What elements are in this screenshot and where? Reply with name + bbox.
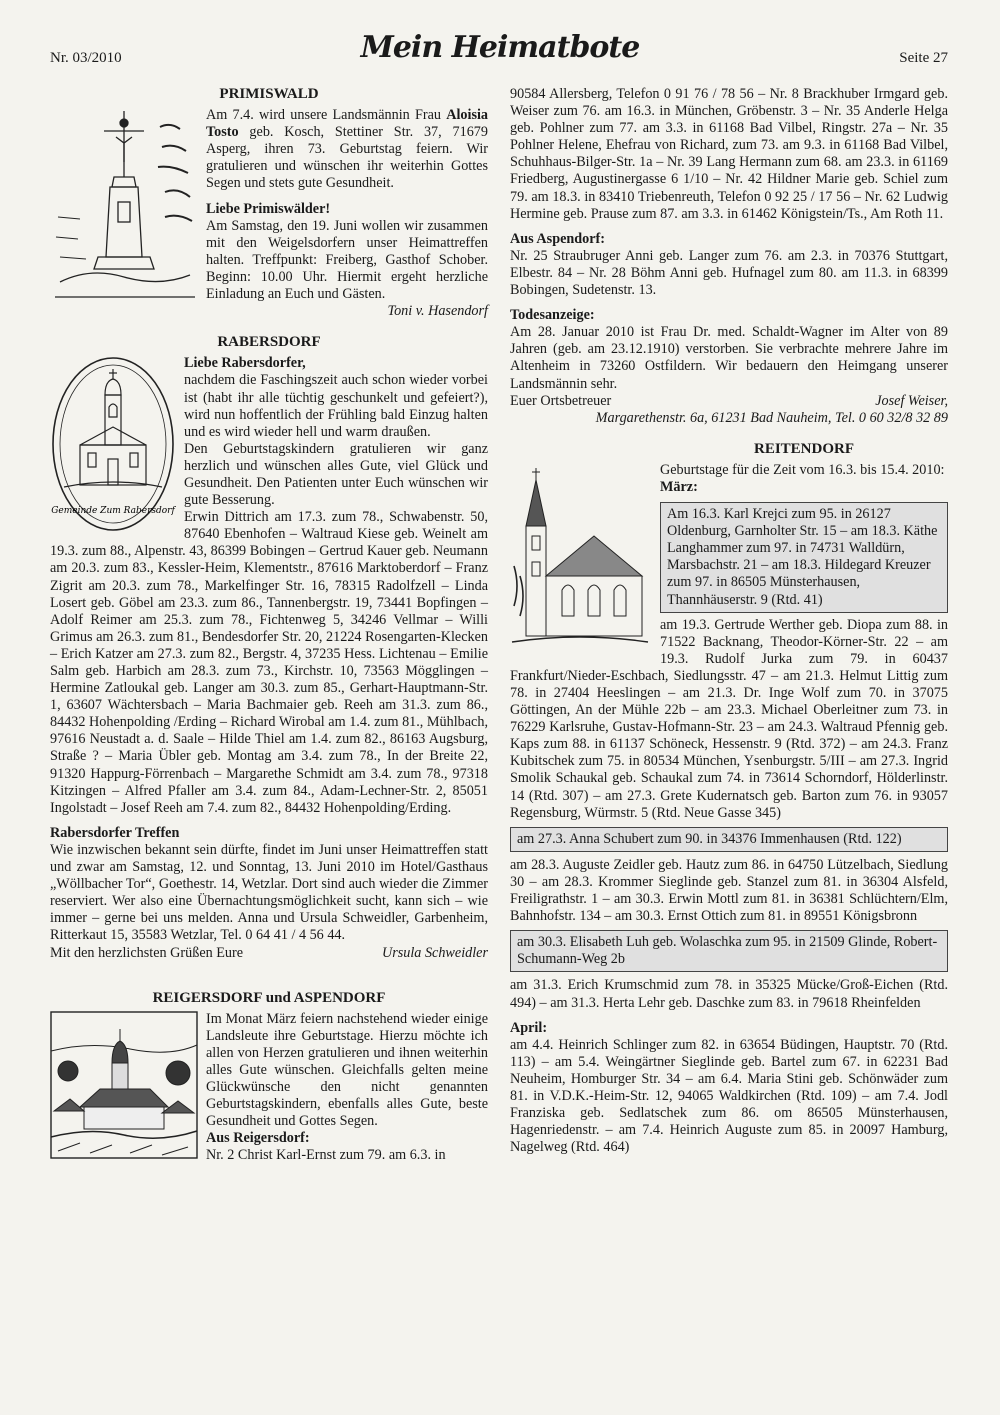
aus-aspendorf-label: Aus Aspendorf: [510, 230, 605, 247]
reigersdorf-village-illustration [50, 1011, 198, 1159]
month-april: April: [510, 1019, 548, 1036]
section-reigersdorf [50, 990, 488, 1165]
reigersdorf-intro: Im Monat März feiern nachstehend wieder einige Landsleute ihre Geburtstage. Hierzu möchte ich allen von Herzen gratulieren und ihnen weiterhin alles Gute wünschen. Gleichfalls gelten meine Glückwünsche den nicht genannten Geburtstagskindern, ebenfalls alles Gute, beste Gesundheit und Gottes Segen. [206, 1010, 488, 1130]
primiswald-paragraph-1: Am 7.4. wird unsere Landsmännin Frau Aloisia Tosto geb. Kosch, Stettiner Str. 37, 71679 Asperg, ihren 73. Geburtstag feiern. Wir gratulieren und wünschen ihr weiterhin Gottes Segen und stets gute Gesundheit. [206, 107, 488, 192]
rabersdorf-greeting: Liebe Rabersdorfer, [184, 355, 306, 372]
crucifix-illustration [50, 107, 198, 303]
rabersdorf-closing: Mit den herzlichsten Grüßen Eure Ursula Schweidler [50, 944, 488, 961]
reigersdorf-list-continued: 90584 Allersberg, Telefon 0 91 76 / 78 56 – Nr. 8 Brackhuber Irmgard geb. Weiser zum 76. am 16.3. in München, Gröbenstr. 3 – Nr. 35 Anderle Helga geb. Pohlner zum 77. am 3.3. in 61168 Bad Vilbel, Ringstr. 27a – Nr. 35 Pohlner Helene, Ehefrau von Richard, zum 73. am 9.3. in 61168 Bad Vilbel, Schuhhaus-Bilger-Str. 1a – Nr. 39 Lang Hermann zum 68. am 23.3. in 61169 Friedberg, Augustinergasse 6 1/10 – Nr. 42 Hildner Marie geb. Schiel zum 79. am 18.3. in 83410 Triebenreuth, Telefon 0 92 25 / 17 56 – Nr. 62 Ludwig Hermine geb. Prause zum 87. am 3.3. in 61462 Königstein/Ts., Am Roth 11. [510, 86, 948, 222]
reitendorf-text-4: am 4.4. Heinrich Schlinger zum 82. in 63654 Büdingen, Hauptstr. 70 (Rtd. 113) – am 5.4. Weingärtner Sieglinde geb. Bartel zum 67. in 62231 Bad Neuheim, Homburger Str. 34 – am 6.4. Maria Stini geb. Schönwäder zum 81. in V.D.K.-Heim-Str. 12, 94065 Waldkirchen (Rtd. 109) – am 7.4. Jodl Franziska geb. Sedlatschek zum 86. om 86505 Münsterhausen, Hagenriedenstr. – am 7.4. Heinrich Auguste zum 85. in 20097 Hamburg, Nagelweg (Rtd. 464) [510, 1036, 948, 1156]
section-title-reitendorf: REITENDORF [753, 440, 854, 457]
highlight-box-3: am 30.3. Elisabeth Luh geb. Wolaschka zum 95. in 21509 Glinde, Robert-Schumann-Weg 2b [510, 930, 948, 972]
rabersdorf-treffen-text: Wie inzwischen bekannt sein dürfte, findet im Juni unser Heimattreffen statt und zwar am Samstag, 12. und Sonntag, 13. Juni 2010 im Hotel/Gasthaus „Wöllbacher Tor“, Goethestr. 14, Wetzlar. Dort sind auch wieder die Zimmer reserviert. Wer also eine Übernachtungsmöglichkeit sucht, kann sich – wie immer – gerne bei uns melden. Anna und Ursula Schweidler, Garbenheim, Ritterkaut 15, 35583 Wetzlar, Tel. 0 64 41 / 4 56 44. [50, 841, 488, 944]
todesanzeige-text: Am 28. Januar 2010 ist Frau Dr. med. Schaldt-Wagner im Alter von 89 Jahren (geb. am 23.12.1910) verstorben. Sie verbrachte mehrere Jahre im Altenheim in 73260 Ostfildern. Wir bedauern den Heimgang unserer Landsmännin sehr. [510, 324, 948, 392]
ortsbetreuer-address: Margarethenstr. 6a, 61231 Bad Nauheim, Tel. 0 60 32/8 32 89 [595, 409, 948, 426]
rabersdorf-paragraph-2: Den Geburtstagskindern gratulieren wir ganz herzlich und wünschen alles Gute, viel Glück und Gesundheit. Den Patienten unter Euch wünschen wir gute Besserung. [184, 440, 488, 509]
month-maerz: März: [660, 478, 698, 495]
reigersdorf-list-start: Nr. 2 Christ Karl-Ernst zum 79. am 6.3. in [206, 1147, 446, 1164]
masthead-logo: Mein Heimatbote [360, 30, 640, 65]
ortsbetreuer-name: Josef Weiser, [875, 392, 948, 409]
right-column [510, 86, 948, 1156]
ortsbetreuer-closing: Euer Ortsbetreuer Josef Weiser, [510, 392, 948, 409]
reitendorf-text-2: am 28.3. Auguste Zeidler geb. Hautz zum 86. in 64750 Lützelbach, Siedlung 30 – am 28.3. Krommer Sieglinde geb. Stanzel zum 81. in 36304 Alsfeld, Freiligrathstr. 1 – am 30.3. Erwin Mottl zum 81. in 36381 Schlüchtern/Elm, Bahnhofstr. 134 – am 30.3. Ernst Ottich zum 81. in 89551 Königsbronn [510, 856, 948, 925]
aspendorf-list: Nr. 25 Straubruger Anni geb. Langer zum 76. am 2.3. in 70376 Stuttgart, Elbestr. 84 – Nr. 28 Böhm Anni geb. Hufnagel zum 80. am 11.3. in 68399 Bobingen, Sudetenstr. 13. [510, 247, 948, 299]
section-rabersdorf [50, 334, 488, 961]
reitendorf-intro: Geburtstage für die Zeit vom 16.3. bis 15.4. 2010: [660, 461, 945, 478]
issue-number: Nr. 03/2010 [50, 50, 122, 66]
reitendorf-text-1: am 19.3. Gertrude Werther geb. Diopa zum 88. in 71522 Backnang, Theodor-Körner-Str. 22 – am 19.3. Rudolf Jurka zum 79. in 60437 Frankfurt/Nieder-Eschbach, Siedlungsstr. 47 – am 21.3. Helmut Littig zum 78. in 27404 Heeslingen – am 21.3. Dr. Inge Wolf zum 70. in 37075 Göttingen, An der Mühle 22b – am 23.3. Michael Oberleitner zum 73. in 76229 Karlsruhe, Gustav-Hofmann-Str. 23 – am 24.3. Waltraud Pfennig geb. Kaps zum 88. in 61137 Schöneck, Hessenstr. 9 (Rtd. 372) – am 24.3. Franz Kubitschek zum 75. in 80534 München, Ysenburgstr. 5/III – am 27.3. Ingrid Smolik Schaukal geb. Schaukal zum 74. in 73614 Schorndorf, Hölderlinstr. 14 (Rtd. 307) – am 27.3. Grete Kudernatsch geb. Barton zum 76. in 93057 Regensburg, Würmstr. 5 (Rtd. Neue Gasse 345) [510, 616, 948, 821]
reitendorf-text-3: am 31.3. Erich Krumschmid zum 78. in 35325 Mücke/Groß-Eichen (Rtd. 494) – am 31.3. Herta Lehr geb. Daschke zum 83. in 79618 Rheinfelden [510, 977, 948, 1011]
rabersdorf-church-seal [50, 355, 176, 533]
todesanzeige-title: Todesanzeige: [510, 307, 595, 324]
section-title-rabersdorf: RABERSDORF [217, 334, 321, 351]
primiswald-signature: Toni v. Hasendorf [387, 303, 488, 320]
primiswald-paragraph-2: Am Samstag, den 19. Juni wollen wir zusammen mit den Weigelsdorfern unser Heimattreffen halten. Treffpunkt: Freiberg, Gasthof Schober. Beginn: 10.00 Uhr. Hiermit ergeht herzliche Einladung an Euch und Gästen. [206, 217, 488, 303]
rabersdorf-treffen-title: Rabersdorfer Treffen [50, 824, 180, 841]
rabersdorf-birthdays: Erwin Dittrich am 17.3. zum 78., Schwabenstr. 50, 87640 Ebenhofen – Waltraud Kiese geb. Weinelt am 19.3. zum 88., Alpenstr. 43, 86399 Bobingen – Gertrud Kauer geb. Neumann am 20.3. zum 83., Kessler-Heim, Klementstr., 87616 Marktoberdorf – Franz Zigrit am 20.3. zum 78., Markelfinger Str. 16, 78315 Radolfzell – Linda Losert geb. Göbel am 23.3. zum 86., Tannenbergstr. 19, 73441 Bopfingen – Adolf Reimer am 25.3. zum 78., Fichtenweg 5, 34246 Vellmar – Willi Grimus am 26.3. zum 81., Bendesdorfer Str. 20, 21224 Rosengarten-Klecken – Erich Katzer am 27.3. zum 82., Bergstr. 4, 37235 Hess. Lichtenau – Emilie Salm geb. Harbich am 28.3. zum 73., Kirchstr. 10, 73563 Mögglingen – Hermine Zatloukal geb. Langer am 30.3. zum 85., Gerhart-Hauptmann-Str. 1, 63607 Wächtersbach – Maria Bachmaier geb. Reeh am 31.3. zum 86., 84432 Hohenpolding /Erding – Richard Wirobal am 1.4. zum 81., Mühlbach, 97616 Neustadt a. d. Saale – Hilde Thiel am 1.4. zum 82., 86163 Augsburg, Straße ? – Maria Übler geb. Montag am 3.4. zum 78., In der Breite 22, 91320 Happurg-Förrenbach – Margarethe Schmidt am 3.4. zum 78., 97318 Kitzingen – Alfred Pfaller am 3.4. zum 84., Adam-Lechner-Str. 2, 85051 Ingolstadt – Josef Reeh am 7.4. zum 82., 84432 Hohenpolding/Erding. [50, 509, 488, 816]
highlight-box-2: am 27.3. Anna Schubert zum 90. in 34376 Immenhausen (Rtd. 122) [510, 827, 948, 852]
section-reitendorf [510, 441, 948, 1157]
seal-inscription: Gemeinde Zum Rabersdorf [51, 506, 175, 517]
rabersdorf-signature: Ursula Schweidler [381, 944, 488, 961]
rabersdorf-paragraph-1: nachdem die Faschingszeit auch schon wieder vorbei ist (habt ihr alle tüchtig geschunkelt und gefeiert?), wird nun hoffentlich der Frühling bald Einzug halten und es wird wieder hell und warm draußen. [184, 372, 488, 440]
left-column [50, 86, 488, 1165]
reitendorf-church-illustration [510, 466, 650, 650]
section-primiswald [50, 86, 488, 320]
section-title-reigersdorf: REIGERSDORF und ASPENDORF [152, 989, 386, 1006]
page-number: Seite 27 [899, 50, 948, 66]
primiswald-greeting: Liebe Primiswälder! [206, 200, 331, 217]
highlight-box-1: Am 16.3. Karl Krejci zum 95. in 26127 Oldenburg, Garnholter Str. 15 – am 18.3. Käthe Langhammer zum 97. in 74731 Walldürn, Marsbachstr. 21 – am 18.3. Hildegard Kreuzer zum 97. in 86505 Münsterhausen, Thannhäuserstr. 9 (Rtd. 41) [660, 502, 948, 613]
aus-reigersdorf-label: Aus Reigersdorf: [206, 1130, 310, 1147]
section-title-primiswald: PRIMISWALD [219, 86, 319, 102]
